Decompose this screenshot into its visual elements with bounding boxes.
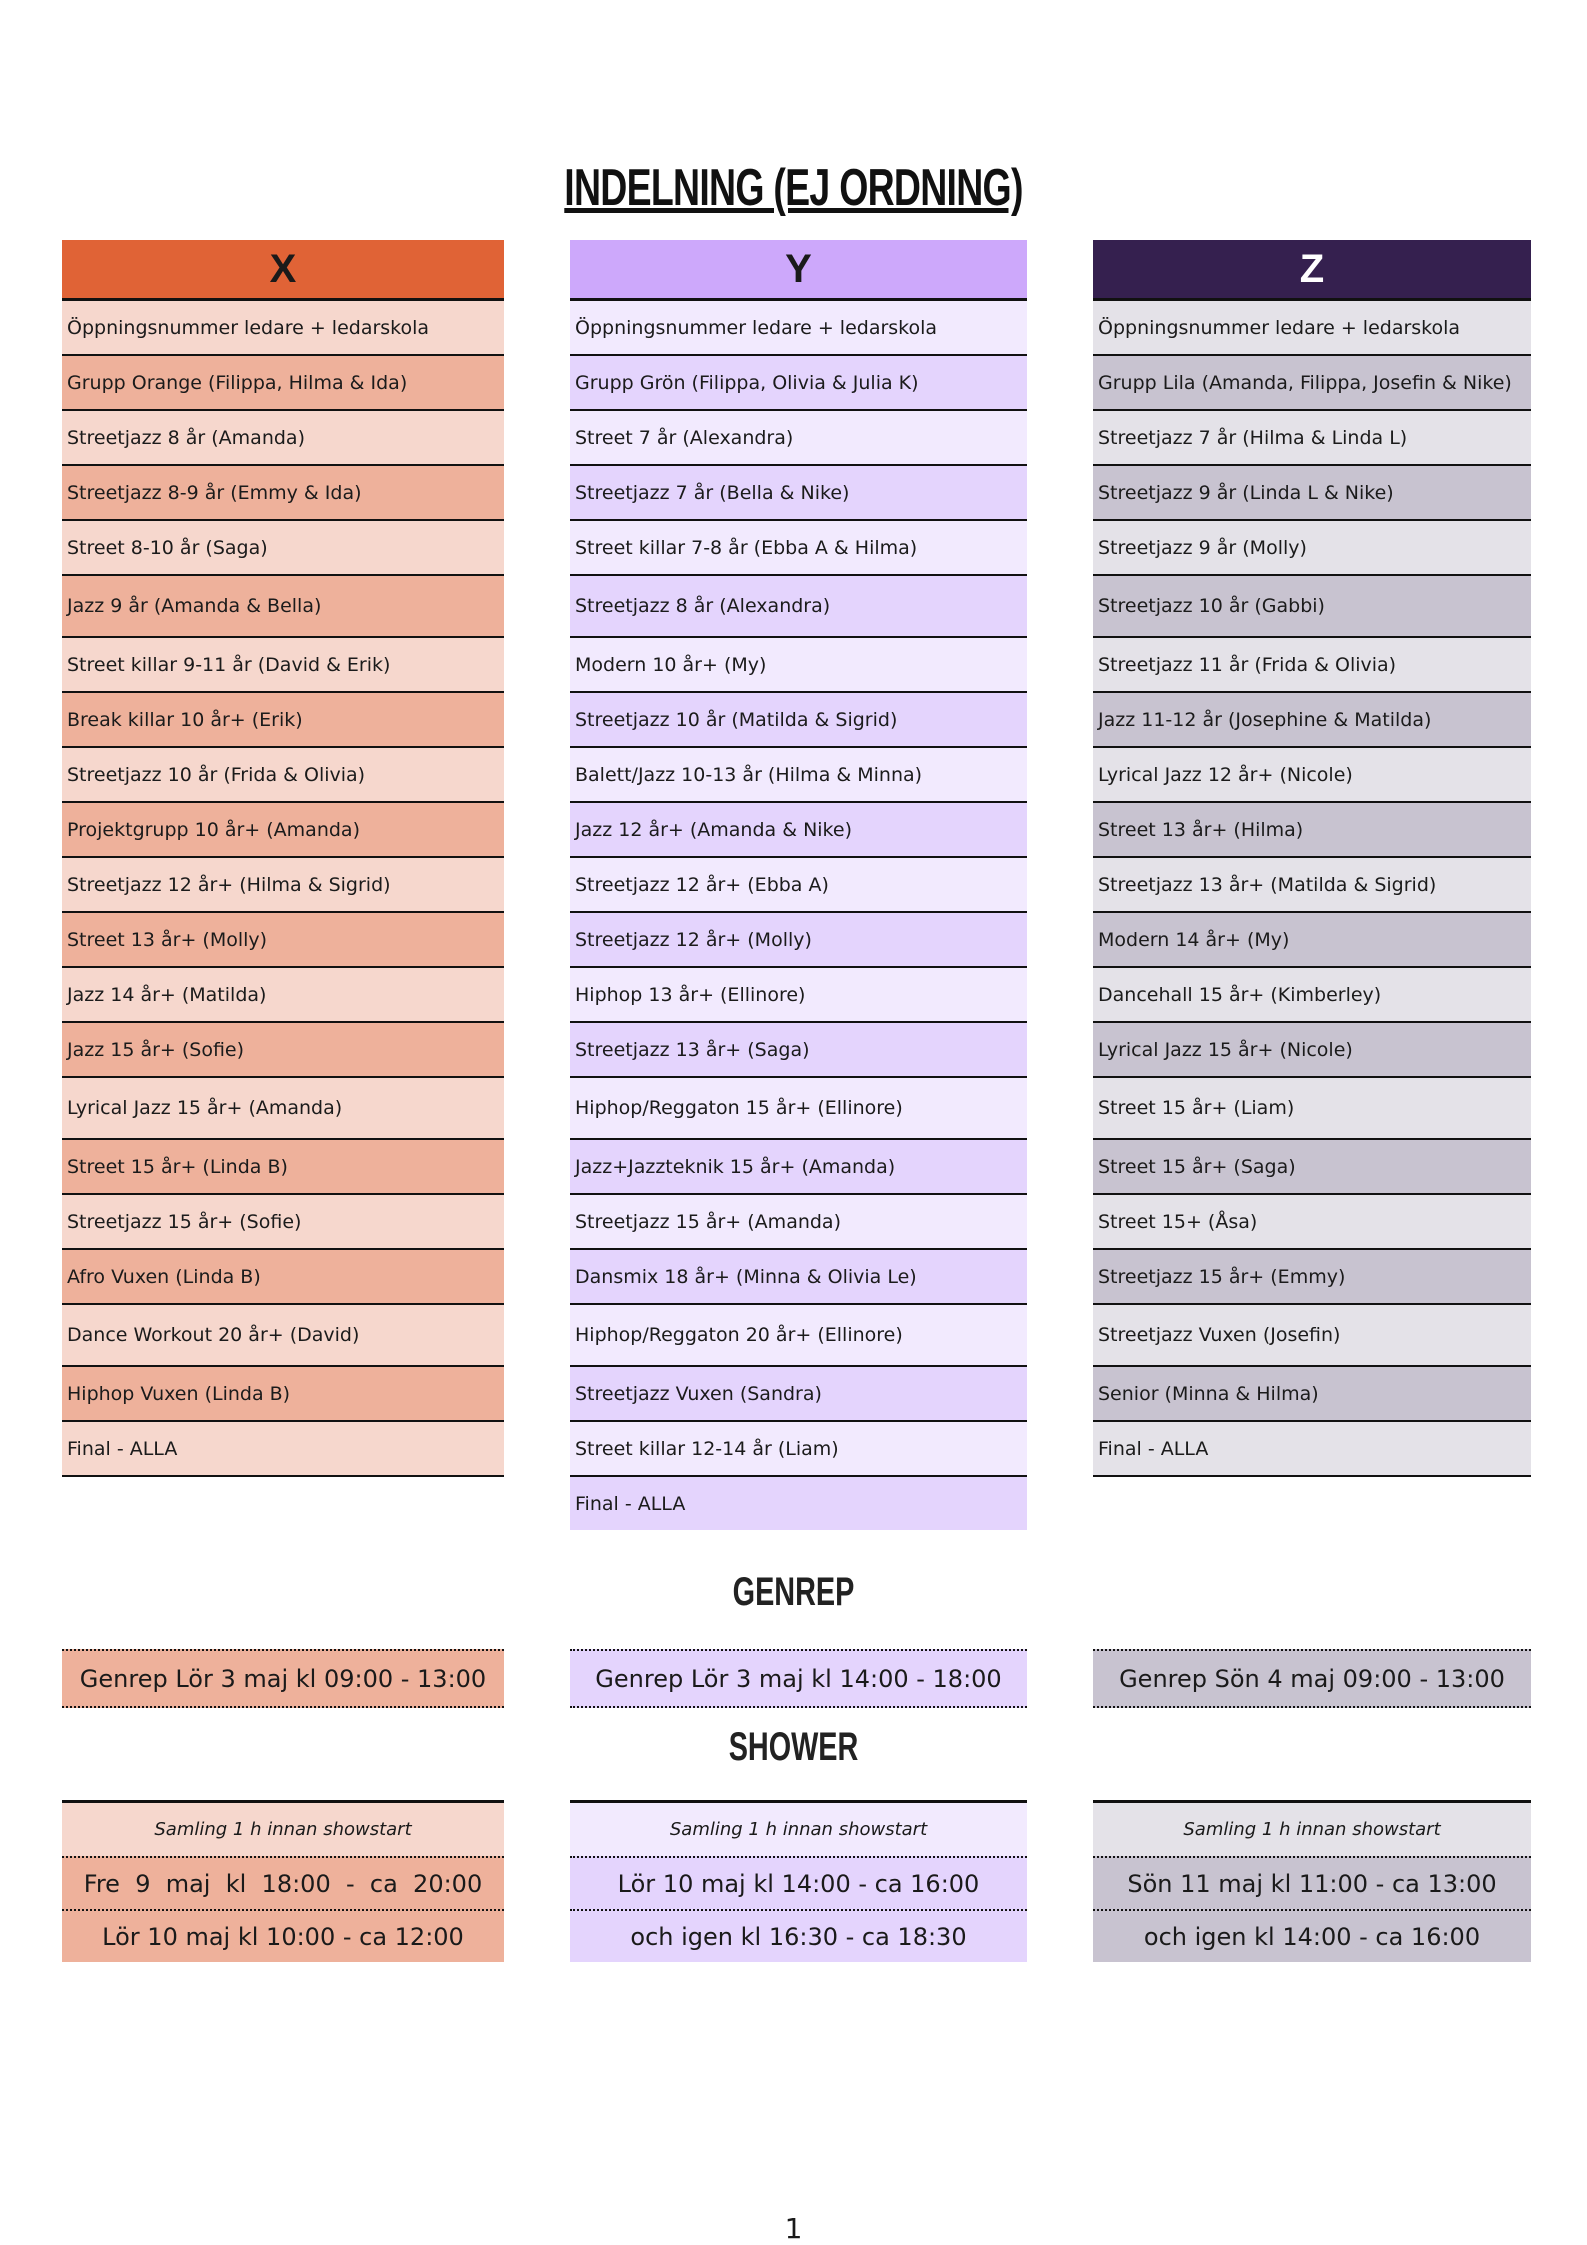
page-number: 1 [784,2212,803,2245]
column-x-list [62,301,504,1477]
list-item: Streetjazz 15 år+ (Sofie) [62,1195,504,1250]
list-item: Streetjazz 7 år (Hilma & Linda L) [1093,411,1531,466]
list-item: Dance Workout 20 år+ (David) [62,1305,504,1367]
list-item: Streetjazz 15 år+ (Amanda) [570,1195,1027,1250]
list-item: Street killar 7-8 år (Ebba A & Hilma) [570,521,1027,576]
list-item: Streetjazz 8-9 år (Emmy & Ida) [62,466,504,521]
shower-y-note: Samling 1 h innan showstart [570,1800,1027,1856]
list-item: Break killar 10 år+ (Erik) [62,693,504,748]
list-item: Street 15 år+ (Liam) [1093,1078,1531,1140]
column-x-heading: X [62,240,504,301]
list-item: Hiphop Vuxen (Linda B) [62,1367,504,1422]
list-item: Afro Vuxen (Linda B) [62,1250,504,1305]
shower-y-time-2: och igen kl 16:30 - ca 18:30 [570,1909,1027,1962]
shower-x-note: Samling 1 h innan showstart [62,1800,504,1856]
list-item: Lyrical Jazz 15 år+ (Amanda) [62,1078,504,1140]
list-item: Streetjazz 10 år (Matilda & Sigrid) [570,693,1027,748]
page-title: INDELNING (EJ ORDNING) [564,159,1023,217]
list-item: Street 13 år+ (Hilma) [1093,803,1531,858]
list-item: Jazz 14 år+ (Matilda) [62,968,504,1023]
list-item: Jazz 11-12 år (Josephine & Matilda) [1093,693,1531,748]
list-item: Dansmix 18 år+ (Minna & Olivia Le) [570,1250,1027,1305]
list-item: Streetjazz 12 år+ (Molly) [570,913,1027,968]
list-item: Hiphop 13 år+ (Ellinore) [570,968,1027,1023]
list-item: Grupp Grön (Filippa, Olivia & Julia K) [570,356,1027,411]
list-item: Streetjazz 10 år (Gabbi) [1093,576,1531,638]
list-item: Streetjazz 15 år+ (Emmy) [1093,1250,1531,1305]
list-item: Modern 14 år+ (My) [1093,913,1531,968]
list-item: Lyrical Jazz 15 år+ (Nicole) [1093,1023,1531,1078]
list-item: Grupp Lila (Amanda, Filippa, Josefin & Nike) [1093,356,1531,411]
column-x [62,240,504,1477]
list-item: Hiphop/Reggaton 20 år+ (Ellinore) [570,1305,1027,1367]
list-item: Streetjazz 10 år (Frida & Olivia) [62,748,504,803]
list-item: Street 15 år+ (Linda B) [62,1140,504,1195]
list-item: Hiphop/Reggaton 15 år+ (Ellinore) [570,1078,1027,1140]
column-y [570,240,1027,1530]
list-item: Streetjazz 9 år (Molly) [1093,521,1531,576]
list-item: Jazz 15 år+ (Sofie) [62,1023,504,1078]
list-item: Projektgrupp 10 år+ (Amanda) [62,803,504,858]
list-item: Street killar 9-11 år (David & Erik) [62,638,504,693]
list-item: Street 15 år+ (Saga) [1093,1140,1531,1195]
shower-y-time-1: Lör 10 maj kl 14:00 - ca 16:00 [570,1856,1027,1909]
column-z [1093,240,1531,1477]
list-item: Lyrical Jazz 12 år+ (Nicole) [1093,748,1531,803]
genrep-z: Genrep Sön 4 maj 09:00 - 13:00 [1093,1649,1531,1708]
list-item: Final - ALLA [570,1477,1027,1530]
genrep-x: Genrep Lör 3 maj kl 09:00 - 13:00 [62,1649,504,1708]
list-item: Modern 10 år+ (My) [570,638,1027,693]
list-item: Street 15+ (Åsa) [1093,1195,1531,1250]
list-item: Senior (Minna & Hilma) [1093,1367,1531,1422]
shower-x-time-2: Lör 10 maj kl 10:00 - ca 12:00 [62,1909,504,1962]
list-item: Street 7 år (Alexandra) [570,411,1027,466]
genrep-heading: GENREP [732,1570,855,1614]
list-item: Streetjazz 9 år (Linda L & Nike) [1093,466,1531,521]
shower-z-time-2: och igen kl 14:00 - ca 16:00 [1093,1909,1531,1962]
list-item: Streetjazz 12 år+ (Ebba A) [570,858,1027,913]
list-item: Street 8-10 år (Saga) [62,521,504,576]
list-item: Streetjazz 11 år (Frida & Olivia) [1093,638,1531,693]
list-item: Jazz 12 år+ (Amanda & Nike) [570,803,1027,858]
list-item: Streetjazz 8 år (Amanda) [62,411,504,466]
shower-heading: SHOWER [728,1725,859,1769]
list-item: Street killar 12-14 år (Liam) [570,1422,1027,1477]
list-item: Streetjazz Vuxen (Sandra) [570,1367,1027,1422]
shower-z-time-1: Sön 11 maj kl 11:00 - ca 13:00 [1093,1856,1531,1909]
list-item: Dancehall 15 år+ (Kimberley) [1093,968,1531,1023]
list-item: Jazz 9 år (Amanda & Bella) [62,576,504,638]
list-item: Jazz+Jazzteknik 15 år+ (Amanda) [570,1140,1027,1195]
column-z-heading: Z [1093,240,1531,301]
list-item: Streetjazz 13 år+ (Saga) [570,1023,1027,1078]
list-item: Streetjazz Vuxen (Josefin) [1093,1305,1531,1367]
list-item: Streetjazz 8 år (Alexandra) [570,576,1027,638]
list-item: Öppningsnummer ledare + ledarskola [570,301,1027,356]
shower-x-time-1: Fre 9 maj kl 18:00 - ca 20:00 [62,1856,504,1909]
list-item: Balett/Jazz 10-13 år (Hilma & Minna) [570,748,1027,803]
list-item: Streetjazz 13 år+ (Matilda & Sigrid) [1093,858,1531,913]
column-y-list [570,301,1027,1530]
genrep-y: Genrep Lör 3 maj kl 14:00 - 18:00 [570,1649,1027,1708]
list-item: Öppningsnummer ledare + ledarskola [62,301,504,356]
list-item: Öppningsnummer ledare + ledarskola [1093,301,1531,356]
column-z-list [1093,301,1531,1477]
shower-z-note: Samling 1 h innan showstart [1093,1800,1531,1856]
list-item: Final - ALLA [62,1422,504,1477]
list-item: Final - ALLA [1093,1422,1531,1477]
column-y-heading: Y [570,240,1027,301]
list-item: Streetjazz 7 år (Bella & Nike) [570,466,1027,521]
list-item: Grupp Orange (Filippa, Hilma & Ida) [62,356,504,411]
list-item: Streetjazz 12 år+ (Hilma & Sigrid) [62,858,504,913]
list-item: Street 13 år+ (Molly) [62,913,504,968]
